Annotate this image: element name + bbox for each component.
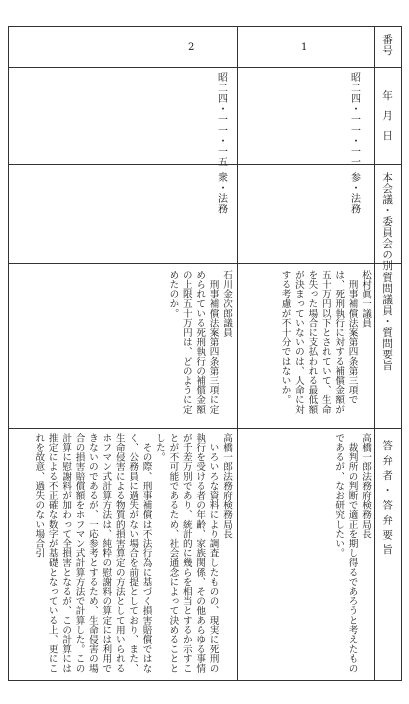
row2-session: 衆・法務 — [215, 172, 227, 215]
date-row-bottom-border — [8, 164, 402, 165]
row1-question: 松村眞一議員 刑事補償法案第四条第三項では、死刑執行に対する補償金額が五十万円以下とされていて、生命を失った場合に支払われる最低額が決まっていないのは、人命に対する考慮が不十分ではないか。 — [279, 270, 371, 414]
row2-answer: 高橋一郎法務府検務局長 いろいろな資料により調査したものの、現実に死刑の執行を受ける者の年齢、家族関係、その他あらゆる事情が千差万別であり、統計的に幾らを相当とするか示すことが不可能であるため、社会通念によって決めることとした。 その際、刑事補償は不法行為に基づく損害賠償ではなく、公務員に過失がない場合を前提としており、また、生命侵害による物質的損害算定の方法として用いられるホフマン式計算方法は、純粋の慰謝料の算定には利用できないのであるが、一応参考とするため、生命侵害の場合の損害賠償額をホフマン式計算方法で計算した。この計算に慰謝料が加わって全損害となるが、この計算には推定による不正確な数字が基礎となっている上、更にこれを故意、過失のない場合引 — [33, 433, 232, 673]
row2-date: 昭二四・一一・一五 — [215, 72, 227, 168]
question-row-bottom-border — [8, 428, 402, 429]
row1-answer: 高橋一郎法務府検務局長 裁判所の判断で適正を期し得るであろうと考えたものであるが、なお研究したい。 — [333, 433, 371, 673]
row2-question: 石川金次郎議員 刑事補償法案第四条第三項に定められている死刑執行の補償金額の上限五十万円は、どのように定めたのか。 — [167, 270, 232, 414]
header-answer: 答 弁 者 ・ 答 弁 要 旨 — [381, 440, 394, 555]
row2-number: 2 — [188, 42, 195, 53]
table-right-border — [401, 26, 402, 680]
row1-date: 昭二四・一一・一一 — [348, 72, 360, 168]
header-date: 年 月 日 — [381, 90, 394, 144]
row1-session: 参・法務 — [348, 172, 360, 215]
row1-number: 1 — [301, 42, 308, 53]
header-row-bottom-border — [8, 67, 402, 68]
table-bottom-border — [8, 680, 402, 681]
session-row-bottom-border — [8, 263, 402, 264]
header-question: 質問議員・質問要旨 — [381, 272, 394, 371]
header-column-divider — [374, 26, 375, 680]
header-session: 本会議・委員会の別 — [381, 172, 394, 271]
header-number: 番号 — [381, 34, 394, 56]
table-top-border — [8, 26, 402, 27]
row-divider — [237, 26, 238, 680]
